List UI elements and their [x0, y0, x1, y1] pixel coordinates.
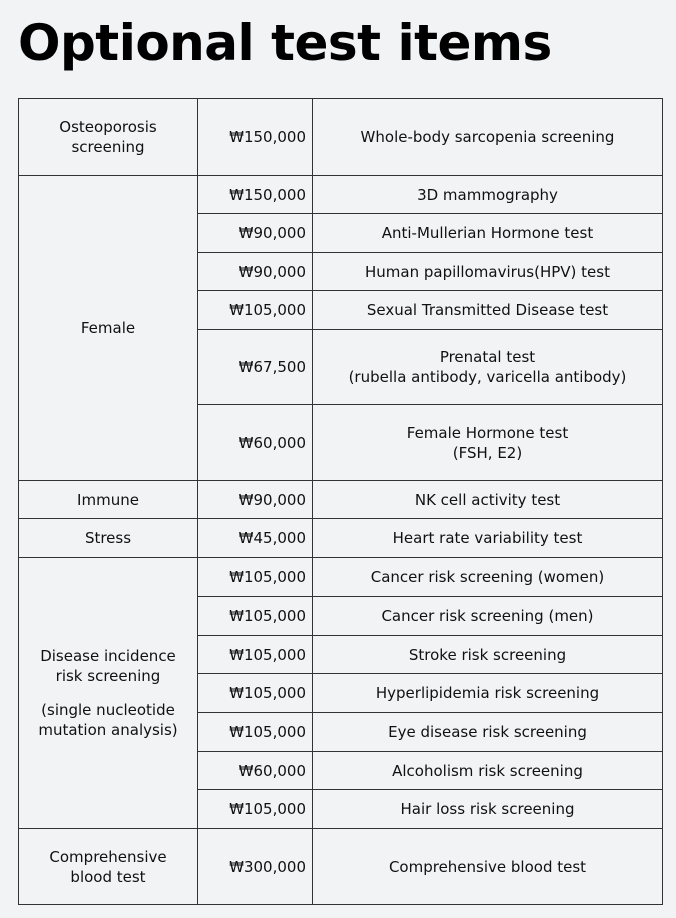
- test-name: Heart rate variability test: [392, 529, 583, 547]
- test-name-cell: [313, 519, 663, 558]
- category-label: Osteoporosis: [59, 118, 157, 136]
- price-cell: ₩105,000: [198, 597, 313, 636]
- category-label: screening: [71, 138, 145, 156]
- price-cell: ₩150,000: [198, 176, 313, 214]
- test-detail: (rubella antibody, varicella antibody): [348, 368, 627, 386]
- test-detail: (FSH, E2): [452, 443, 523, 462]
- price-cell: ₩60,000: [198, 752, 313, 790]
- category-spacer: [25, 686, 191, 700]
- test-name-cell: [313, 713, 663, 752]
- test-name-cell: [313, 253, 663, 291]
- price-cell: ₩105,000: [198, 558, 313, 597]
- category-label: risk screening: [55, 667, 161, 685]
- price-cell: ₩105,000: [198, 790, 313, 829]
- test-name-cell: [313, 674, 663, 713]
- table-row: [19, 829, 663, 905]
- category-label: Disease incidence: [40, 647, 176, 665]
- test-name: Alcoholism risk screening: [392, 761, 583, 780]
- category-cell: [19, 99, 198, 176]
- test-name-cell: [313, 829, 663, 905]
- price-cell: ₩90,000: [198, 253, 313, 291]
- test-name: Hair loss risk screening: [400, 800, 575, 818]
- test-name: 3D mammography: [417, 185, 558, 204]
- test-name-cell: [313, 291, 663, 330]
- test-name-cell: [313, 214, 663, 253]
- category-cell: [19, 176, 198, 481]
- price-cell: ₩300,000: [198, 829, 313, 905]
- category-label: Stress: [84, 529, 132, 547]
- test-name: Anti-Mullerian Hormone test: [381, 224, 594, 242]
- test-name-cell: [313, 481, 663, 519]
- category-note: (single nucleotide: [41, 701, 175, 719]
- category-label: Female: [80, 319, 136, 337]
- table-row: [19, 99, 663, 176]
- test-name-cell: [313, 330, 663, 405]
- test-name-cell: [313, 790, 663, 829]
- page-title: Optional test items: [18, 14, 552, 72]
- price-cell: ₩67,500: [198, 330, 313, 405]
- price-cell: ₩90,000: [198, 214, 313, 253]
- test-name-cell: [313, 752, 663, 790]
- table-row: [19, 519, 663, 558]
- table-row: [19, 558, 663, 597]
- test-name: Eye disease risk screening: [388, 723, 587, 741]
- category-cell: [19, 829, 198, 905]
- test-name: Sexual Transmitted Disease test: [366, 301, 609, 319]
- test-name: Cancer risk screening (women): [370, 568, 605, 586]
- test-name: Hyperlipidemia risk screening: [375, 684, 600, 702]
- table-row: [19, 176, 663, 214]
- category-cell: [19, 558, 198, 829]
- category-note: mutation analysis): [38, 721, 178, 739]
- price-cell: ₩105,000: [198, 291, 313, 330]
- test-name: Human papillomavirus(HPV) test: [365, 262, 610, 281]
- test-name: NK cell activity test: [414, 490, 561, 509]
- optional-tests-table: [18, 98, 663, 905]
- test-name: Female Hormone test: [406, 423, 569, 442]
- test-name: Stroke risk screening: [408, 645, 567, 664]
- category-label: Comprehensive: [49, 847, 167, 866]
- test-name-cell: [313, 99, 663, 176]
- category-cell: [19, 481, 198, 519]
- category-cell: [19, 519, 198, 558]
- price-cell: ₩150,000: [198, 99, 313, 176]
- price-cell: ₩90,000: [198, 481, 313, 519]
- price-cell: ₩105,000: [198, 713, 313, 752]
- category-label: blood test: [70, 867, 146, 886]
- test-name-cell: [313, 405, 663, 481]
- price-cell: ₩105,000: [198, 674, 313, 713]
- price-cell: ₩105,000: [198, 636, 313, 674]
- test-name: Prenatal test: [439, 348, 536, 366]
- price-cell: ₩45,000: [198, 519, 313, 558]
- test-name: Cancer risk screening (men): [381, 607, 594, 625]
- test-name-cell: [313, 558, 663, 597]
- test-name-cell: [313, 176, 663, 214]
- category-label: Immune: [77, 490, 139, 509]
- test-name-cell: [313, 597, 663, 636]
- table-row: [19, 481, 663, 519]
- price-cell: ₩60,000: [198, 405, 313, 481]
- test-name-cell: [313, 636, 663, 674]
- test-name: Whole-body sarcopenia screening: [360, 128, 615, 146]
- test-name: Comprehensive blood test: [388, 857, 587, 876]
